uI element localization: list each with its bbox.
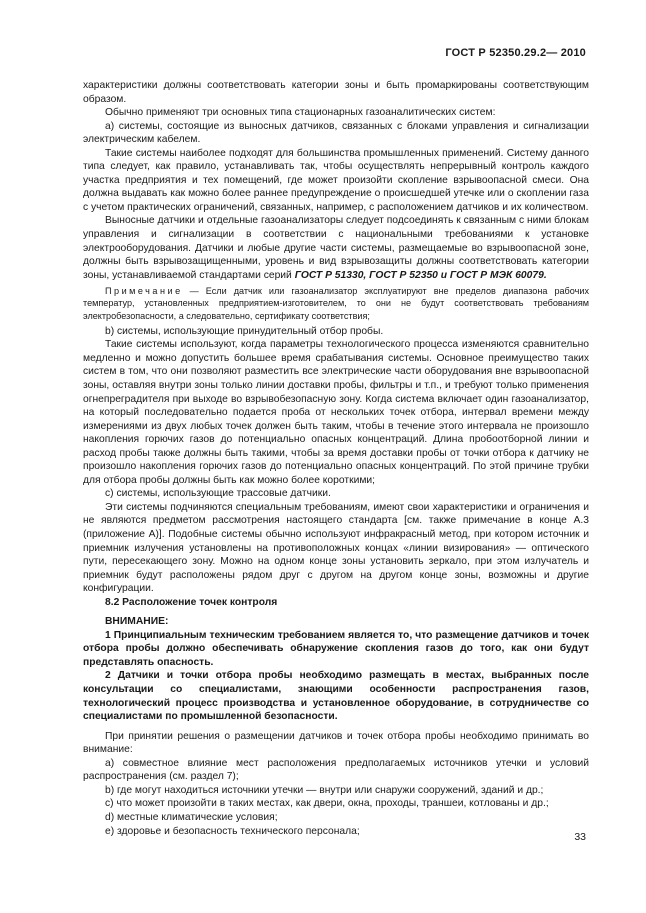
list-item: е) здоровье и безопасность технического персонала; [105, 825, 360, 837]
page-number: 33 [574, 831, 586, 843]
page-body [83, 79, 589, 838]
paragraph: характеристики должны соответствовать категории зоны и быть промаркированы соответствующим образом. [83, 80, 589, 105]
list-item: b) системы, использующие принудительный отбор пробы. [105, 325, 384, 337]
paragraph: Такие системы используют, когда параметры технологического процесса изменяются сравнительно медленно и можно допустить большее время срабатывания системы. Основное преимущество таких систем в том, что они позволяют разместить все электрические части оборудования вне взрывоопасной зоны, оставляя внутри зоны только линии доставки пробы, фильтры и т.п., и требуют только применения огнепреградителя при выходе во взрывобезопасную зону. Когда система включает один газоанализатор, на который последовательно подается проба от нескольких точек отбора, интервал времени между измерениями из двух любых точек должен быть таким, чтобы в течение этого интервала не произошло накопления горючих газов до потенциально опасных концентраций. Длина пробоотборной линии и расход пробы также должны быть такими, чтобы за время доставки пробы от точки отбора к датчику не произошло накопления горючих газов до потенциально опасных концентраций. По этой причине трубки для отбора пробы должны быть как можно более короткими; [83, 339, 589, 486]
note-label: Примечание [105, 286, 183, 297]
paragraph: При принятии решения о размещении датчиков и точек отбора пробы необходимо принимать во внимание: [83, 730, 589, 756]
note [83, 285, 589, 322]
paragraph [83, 214, 589, 282]
warning-item-2: 2 Датчики и точки отбора пробы необходимо размещать в местах, выбранных после консультации со специалистами, знающими особенности распространения газов, технологический процесс производства и установленное оборудование, в сотрудничестве со специалистами по промышленной безопасности. [83, 670, 589, 723]
list-item: а) совместное влияние мест расположения предполагаемых источников утечки и условий распространения (см. раздел 7); [83, 757, 589, 783]
section-heading: 8.2 Расположение точек контроля [105, 596, 278, 608]
paragraph: Эти системы подчиняются специальным требованиям, имеют свои характеристики и ограничения и не являются предметом рассмотрения настоящего стандарта [см. также примечание в конце А.3 (приложение А)]. Подобные системы обычно используют инфракрасный метод, при котором источник и приемник излучения установлены на противоположных концах «линии визирования» — оптического пути, пересекающего зону. Можно на одном конце зоны установить зеркало, при этом излучатель и приемник будут расположены рядом друг с другом на другом конце зоны, возможны и другие конфигурации. [83, 501, 589, 595]
list-item: с) что может произойти в таких местах, как двери, окна, проходы, траншеи, котлованы и др.; [105, 798, 549, 810]
paragraph-text: Выносные датчики и отдельные газоанализаторы следует подсоединять к связанным с ними блокам управления и сигнализации в соответствии с национальными требованиями к установке электрооборудования. Датчики и любые другие части системы, размещаемые во взрывоопасной зоне, должны быть взрывозащищенными, уровень и вид взрывозащиты должны соответствовать категории зоны, устанавливаемой стандартами серий [83, 215, 589, 281]
list-item: d) местные климатические условия; [105, 811, 278, 823]
paragraph: Такие системы наиболее подходят для большинства промышленных применений. Систему данного типа следует, как правило, устанавливать так, чтобы осуществлять непрерывный контроль каждого участка предприятия и тех помещений, где может произойти скопление взрывоопасной смеси. Она должна выдавать как можно более раннее предупреждение о происшедшей утечке или о скоплении газа с учетом практических ограничений, связанных, например, с расположением датчиков и их количеством. [83, 147, 589, 213]
page-header-doc-id: ГОСТ Р 52350.29.2— 2010 [445, 47, 586, 59]
warning-item-1: 1 Принципиальным техническим требованием является то, что размещение датчиков и точек отбора пробы должно обеспечивать обнаружение скопления газов до того, как они будут представлять опасность. [83, 629, 589, 668]
warning-label: ВНИМАНИЕ: [105, 616, 169, 628]
paragraph: Обычно применяют три основных типа стационарных газоаналитических систем: [105, 107, 496, 119]
list-item: а) системы, состоящие из выносных датчиков, связанных с блоками управления и сигнализации электрическим кабелем. [83, 120, 589, 146]
standards-reference: ГОСТ Р 51330, ГОСТ Р 52350 и ГОСТ Р МЭК 60079. [294, 269, 547, 281]
list-item: c) системы, использующие трассовые датчики. [105, 488, 331, 500]
note-text: — Если датчик или газоанализатор эксплуатируют вне пределов диапазона рабочих температур, установленных предприятием-изготовителем, то они не будут соответствовать требованиям электробезопасности, а следовательно, сертификату соответствия; [83, 286, 589, 321]
list-item: b) где могут находиться источники утечки — внутри или снаружи сооружений, зданий и др.; [105, 784, 544, 796]
